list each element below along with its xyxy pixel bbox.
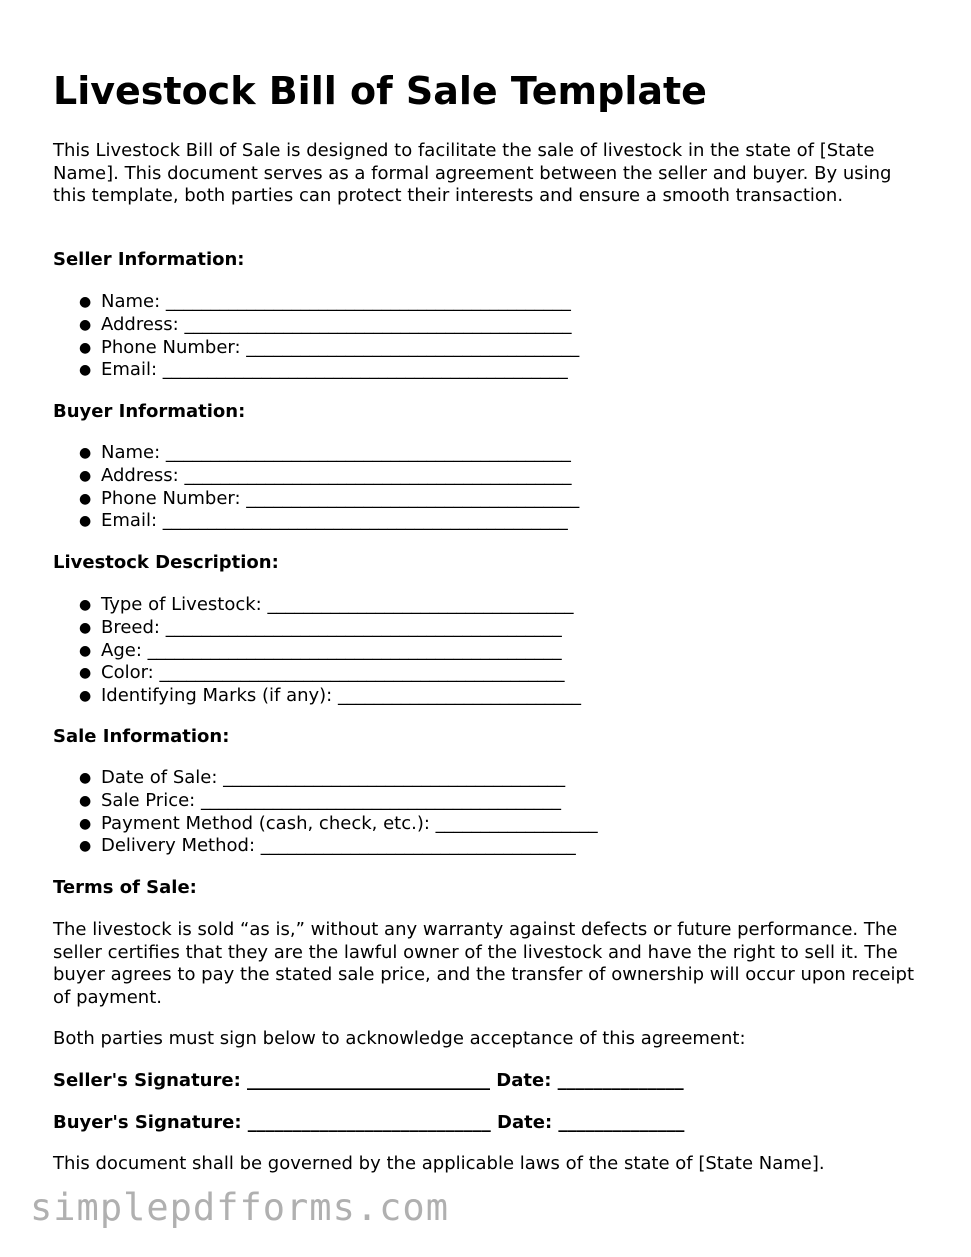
livestock-age-field: Age: ______________________________________________ bbox=[101, 639, 562, 661]
terms-heading: Terms of Sale: bbox=[53, 877, 197, 898]
livestock-marks-field: Identifying Marks (if any): ___________________________ bbox=[101, 685, 581, 707]
buyer-name-field: Name: _____________________________________________ bbox=[101, 442, 571, 463]
bullet-icon: ● bbox=[79, 815, 92, 832]
list-item bbox=[53, 594, 923, 617]
list-item bbox=[53, 685, 923, 708]
list-item bbox=[53, 488, 923, 511]
bullet-icon: ● bbox=[79, 362, 92, 379]
livestock-breed-field: Breed: ____________________________________________ bbox=[101, 616, 562, 638]
bullet-icon: ● bbox=[79, 770, 92, 786]
acknowledge-paragraph: Both parties must sign below to acknowledge acceptance of this agreement: bbox=[53, 1028, 746, 1049]
list-item bbox=[53, 662, 923, 685]
list-item bbox=[53, 337, 923, 360]
list-item bbox=[53, 442, 923, 465]
bullet-icon: ● bbox=[79, 294, 92, 310]
bullet-icon: ● bbox=[79, 792, 92, 809]
bullet-icon: ● bbox=[79, 665, 92, 682]
payment-method-field: Payment Method (cash, check, etc.): __________________ bbox=[101, 812, 598, 834]
buyer-signature-line: Buyer's Signature: ___________________________ Date: ______________ bbox=[53, 1112, 685, 1133]
bullet-icon: ● bbox=[79, 467, 92, 484]
seller-fields bbox=[53, 291, 923, 382]
livestock-fields bbox=[53, 594, 923, 708]
governing-law-paragraph: This document shall be governed by the applicable laws of the state of [State Name]. bbox=[53, 1153, 825, 1174]
seller-phone-field: Phone Number: _____________________________________ bbox=[101, 336, 580, 358]
bullet-icon: ● bbox=[79, 838, 92, 855]
bullet-icon: ● bbox=[79, 597, 92, 613]
buyer-fields bbox=[53, 442, 923, 533]
seller-name-field: Name: _____________________________________________ bbox=[101, 291, 571, 312]
list-item bbox=[53, 835, 923, 858]
livestock-color-field: Color: _____________________________________________ bbox=[101, 662, 565, 684]
seller-heading: Seller Information: bbox=[53, 249, 245, 270]
buyer-heading: Buyer Information: bbox=[53, 401, 246, 422]
list-item bbox=[53, 790, 923, 813]
bullet-icon: ● bbox=[79, 642, 92, 659]
terms-paragraph: The livestock is sold “as is,” without any warranty against defects or future performance. The seller certifies that they are the lawful owner of the livestock and have the right to sell it. The buyer agrees to pay the stated sale price, and the transfer of ownership will occur upon receipt of payment. bbox=[53, 919, 915, 1009]
list-item bbox=[53, 640, 923, 663]
delivery-method-field: Delivery Method: ___________________________________ bbox=[101, 835, 576, 857]
page-title: Livestock Bill of Sale Template bbox=[53, 69, 707, 113]
livestock-type-field: Type of Livestock: __________________________________ bbox=[101, 594, 574, 615]
bullet-icon: ● bbox=[79, 619, 92, 636]
bullet-icon: ● bbox=[79, 316, 92, 333]
sale-price-field: Sale Price: ________________________________________ bbox=[101, 789, 561, 811]
list-item bbox=[53, 813, 923, 836]
list-item bbox=[53, 767, 923, 790]
list-item bbox=[53, 314, 923, 337]
sale-date-field: Date of Sale: ______________________________________ bbox=[101, 767, 566, 788]
list-item bbox=[53, 291, 923, 314]
buyer-phone-field: Phone Number: _____________________________________ bbox=[101, 487, 580, 509]
livestock-heading: Livestock Description: bbox=[53, 552, 279, 573]
bullet-icon: ● bbox=[79, 445, 92, 461]
list-item bbox=[53, 465, 923, 488]
seller-signature-line: Seller's Signature: ___________________________ Date: ______________ bbox=[53, 1070, 684, 1091]
bullet-icon: ● bbox=[79, 490, 92, 507]
seller-email-field: Email: _____________________________________________ bbox=[101, 359, 568, 381]
watermark: simplepdfforms.com bbox=[30, 1186, 449, 1229]
bullet-icon: ● bbox=[79, 513, 92, 530]
list-item bbox=[53, 510, 923, 533]
buyer-address-field: Address: ___________________________________________ bbox=[101, 464, 572, 486]
intro-paragraph: This Livestock Bill of Sale is designed to facilitate the sale of livestock in the state of [State Name]. This document serves as a formal agreement between the seller and buyer. By using this template, both parties can protect their interests and ensure a smooth transaction. bbox=[53, 140, 892, 207]
seller-address-field: Address: ___________________________________________ bbox=[101, 313, 572, 335]
bullet-icon: ● bbox=[79, 339, 92, 356]
list-item bbox=[53, 617, 923, 640]
bullet-icon: ● bbox=[79, 688, 92, 705]
buyer-email-field: Email: _____________________________________________ bbox=[101, 510, 568, 532]
sale-fields bbox=[53, 767, 923, 858]
list-item bbox=[53, 359, 923, 382]
sale-heading: Sale Information: bbox=[53, 726, 230, 747]
